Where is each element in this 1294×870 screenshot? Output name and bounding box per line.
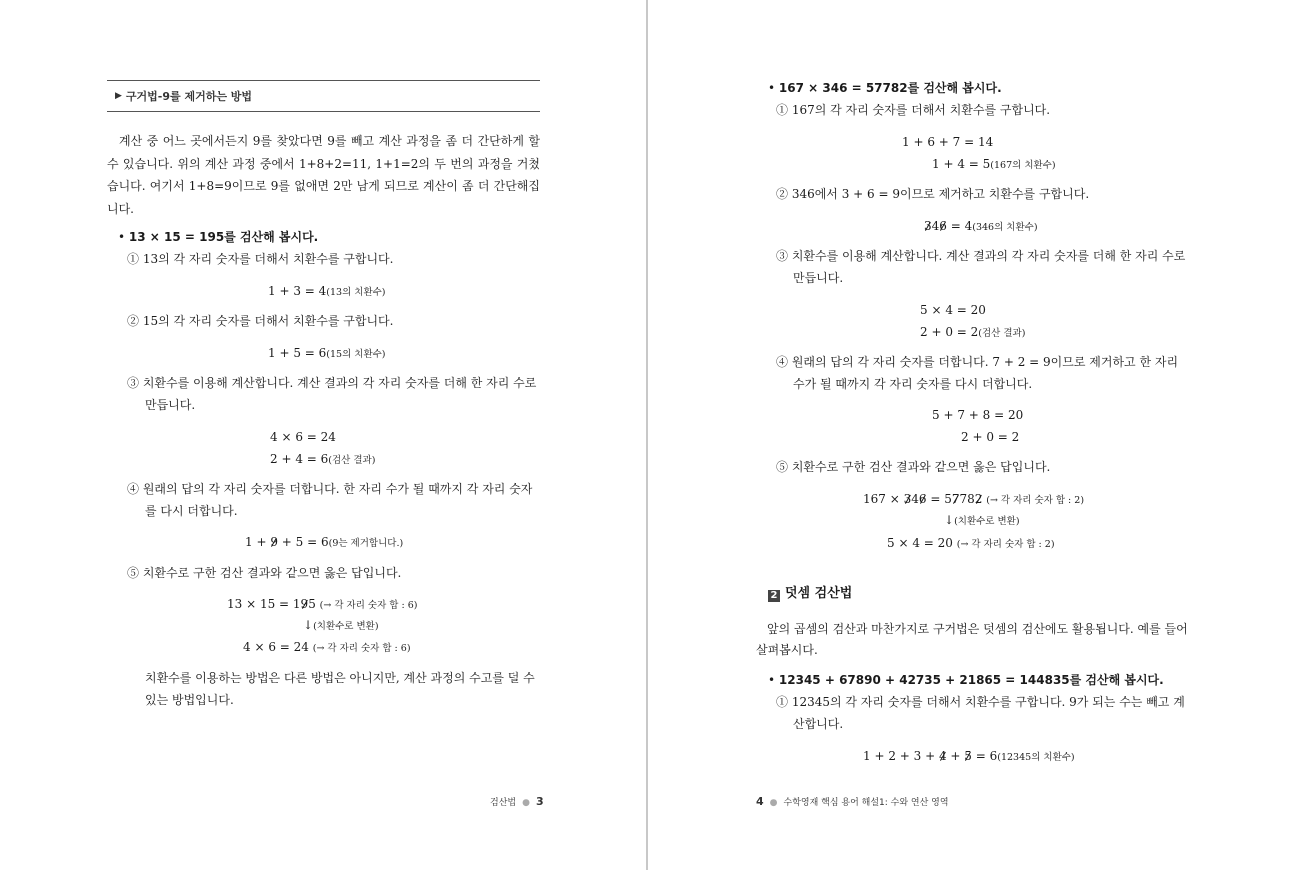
left-footer: 검산법 ● 3	[490, 795, 544, 808]
r-equation-2: 346 = 4(346의 치환수)	[924, 219, 1038, 233]
r-equation-1a: 1 + 6 + 7 = 14	[902, 135, 994, 149]
down-arrow-icon: ↓	[303, 618, 314, 632]
right-page	[648, 0, 1294, 870]
equation-5b: 4 × 6 = 24 (→ 각 자리 숫자 합 : 6)	[243, 640, 411, 654]
r-step-1: ① 167의 각 자리 숫자를 더해서 치환수를 구합니다.	[776, 103, 1051, 117]
r-equation-4b: 2 + 0 = 2	[961, 430, 1020, 444]
r-intro-line-2: 살펴봅시다.	[756, 643, 818, 657]
r-step-4-continued: 수가 될 때까지 각 자리 숫자를 다시 더합니다.	[793, 377, 1033, 391]
r-equation-5b: 5 × 4 = 20 (→ 각 자리 숫자 합 : 2)	[887, 536, 1055, 550]
r-equation-6: 1 + 2 + 3 + 4 + 5 = 6(12345의 치환수)	[863, 749, 1075, 763]
step-3: ③ 치환수를 이용해 계산합니다. 계산 결과의 각 자리 숫자를 더해 한 자리 수로	[127, 376, 537, 390]
equation-1: 1 + 3 = 4(13의 치환수)	[268, 284, 386, 298]
r-conversion-arrow: ↓(치환수로 변환)	[944, 513, 1020, 527]
r-equation-4a: 5 + 7 + 8 = 20	[932, 408, 1024, 422]
example-bullet-1: • 167 × 346 = 57782를 검산해 봅시다.	[768, 81, 1002, 95]
equation-5a: 13 × 15 = 195 (→ 각 자리 숫자 합 : 6)	[227, 597, 418, 611]
r-equation-5a: 167 × 346 = 57782 (→ 각 자리 숫자 합 : 2)	[863, 492, 1085, 506]
intro-paragraph: 계산 중 어느 곳에서든지 9를 찾았다면 9를 빼고 계산 과정을 좀 더 간단하게 할 수 있습니다. 위의 계산 과정 중에서 1+8+2=11, 1+1=2의 두 번의 과정을 거쳤습니다. 여기서 1+8=9이므로 9를 없애면 2만 남게 되므로 계산이 좀 더 간단해집니다.	[107, 134, 540, 216]
step-3-continued: 만듭니다.	[145, 398, 196, 412]
r-equation-3b: 2 + 0 = 2(검산 결과)	[920, 325, 1026, 339]
r-step-6: ① 12345의 각 자리 숫자를 더해서 치환수를 구합니다. 9가 되는 수는 빼고 계	[776, 695, 1185, 709]
step-4: ④ 원래의 답의 각 자리 숫자를 더합니다. 한 자리 수가 될 때까지 각 자리 숫자	[127, 482, 533, 496]
triangle-icon: ▶	[115, 91, 122, 101]
section-heading-text: 구거법-9를 제거하는 방법	[125, 90, 253, 103]
conversion-arrow: ↓(치환수로 변환)	[303, 618, 379, 632]
section-number-badge: 2	[768, 590, 780, 602]
r-step-6-continued: 산합니다.	[793, 717, 844, 731]
r-intro-line-1: 앞의 곱셈의 검산과 마찬가지로 구거법은 덧셈의 검산에도 활용됩니다. 예를 들어	[767, 622, 1188, 636]
r-step-3-continued: 만듭니다.	[793, 271, 844, 285]
page-number: 4	[756, 795, 764, 808]
page-number: 3	[535, 795, 544, 808]
r-step-3: ③ 치환수를 이용해 계산합니다. 계산 결과의 각 자리 숫자를 더해 한 자리 수로	[776, 249, 1186, 263]
r-equation-1b: 1 + 4 = 5(167의 치환수)	[932, 157, 1056, 171]
equation-3b: 2 + 4 = 6(검산 결과)	[270, 452, 376, 466]
r-equation-3a: 5 × 4 = 20	[920, 303, 986, 317]
left-page	[0, 0, 646, 870]
step-4-continued: 를 다시 더합니다.	[145, 504, 238, 518]
addition-check-heading: 2 덧셈 검산법	[768, 582, 852, 602]
down-arrow-icon: ↓	[944, 513, 955, 527]
closing-line-1: 치환수를 이용하는 방법은 다른 방법은 아니지만, 계산 과정의 수고를 덜 수	[145, 671, 535, 685]
r-step-5: ⑤ 치환수로 구한 검산 결과와 같으면 옳은 답입니다.	[776, 460, 1051, 474]
equation-3a: 4 × 6 = 24	[270, 430, 336, 444]
r-step-2: ② 346에서 3 + 6 = 9이므로 제거하고 치환수를 구합니다.	[776, 187, 1090, 201]
step-1: ① 13의 각 자리 숫자를 더해서 치환수를 구합니다.	[127, 252, 394, 266]
example-bullet: • 13 × 15 = 195를 검산해 봅시다.	[118, 230, 319, 244]
equation-4: 1 + 9 + 5 = 6(9는 제거합니다.)	[245, 535, 404, 549]
r-step-4: ④ 원래의 답의 각 자리 숫자를 더합니다. 7 + 2 = 9이므로 제거하고 한 자리	[776, 355, 1179, 369]
equation-2: 1 + 5 = 6(15의 치환수)	[268, 346, 386, 360]
step-2: ② 15의 각 자리 숫자를 더해서 치환수를 구합니다.	[127, 314, 394, 328]
closing-line-2: 있는 방법입니다.	[145, 693, 234, 707]
step-5: ⑤ 치환수로 구한 검산 결과와 같으면 옳은 답입니다.	[127, 566, 402, 580]
example-bullet-2: • 12345 + 67890 + 42735 + 21865 = 144835를 검산해 봅시다.	[768, 673, 1164, 687]
right-footer: 4 ● 수학영재 핵심 용어 해설1: 수와 연산 영역	[756, 795, 949, 808]
section-heading	[107, 80, 540, 112]
